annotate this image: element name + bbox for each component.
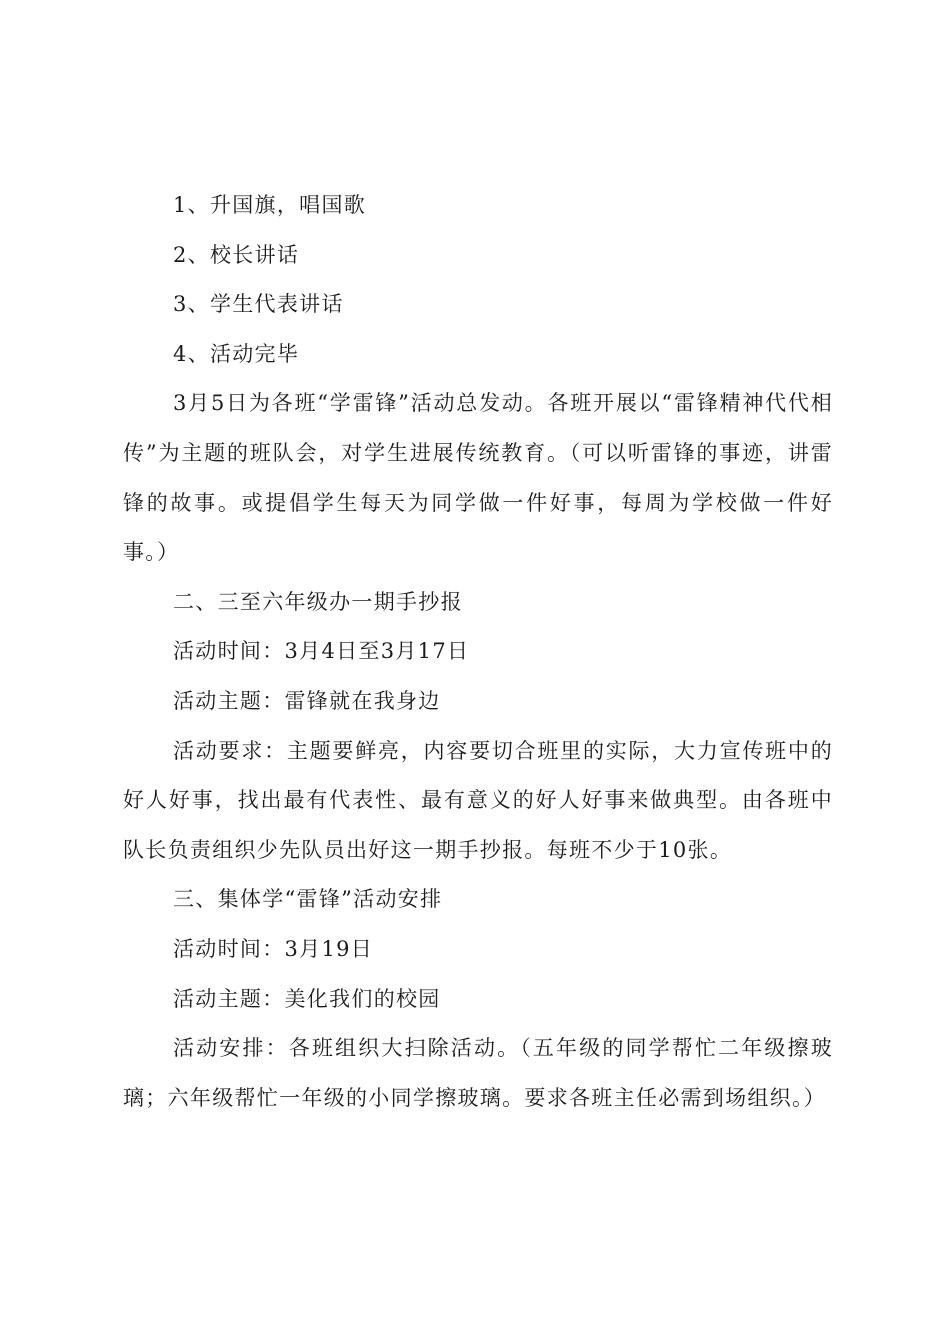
activity-time-3: 活动时间：3月19日 (173, 936, 374, 961)
section-heading-2: 二、三至六年级办一期手抄报 (173, 589, 463, 614)
list-item-student-speech: 3、学生代表讲话 (173, 292, 344, 317)
list-item-principal-speech: 2、校长讲话 (173, 242, 300, 267)
activity-time-2: 活动时间：3月4日至3月17日 (173, 639, 470, 664)
activity-requirements-2: 活动要求：主题要鲜亮，内容要切合班里的实际，大力宣传班中的好人好事，找出最有代表性、最有意义的好人好事来做典型。由各班中队长负责组织少先队员出好这一期手抄报。每班不少于10张。 (123, 738, 833, 862)
list-item-activity-end: 4、活动完毕 (173, 341, 300, 366)
activity-theme-3: 活动主题：美化我们的校园 (173, 986, 441, 1011)
activity-theme-2: 活动主题：雷锋就在我身边 (173, 688, 441, 713)
paragraph-class-launch: 3月5日为各班“学雷锋”活动总发动。各班开展以“雷锋精神代代相传”为主题的班队会，对学生进展传统教育。（可以听雷锋的事迹，讲雷锋的故事。或提倡学生每天为同学做一件好事，每周为学校做一件好事。） (123, 391, 833, 565)
activity-arrangement-3: 活动安排：各班组织大扫除活动。（五年级的同学帮忙二年级擦玻璃；六年级帮忙一年级的小同学擦玻璃。要求各班主任必需到场组织。） (123, 1036, 833, 1110)
list-item-raise-flag: 1、升国旗，唱国歌 (173, 193, 367, 217)
document-body (123, 181, 833, 1123)
section-heading-3: 三、集体学“雷锋”活动安排 (173, 887, 443, 912)
